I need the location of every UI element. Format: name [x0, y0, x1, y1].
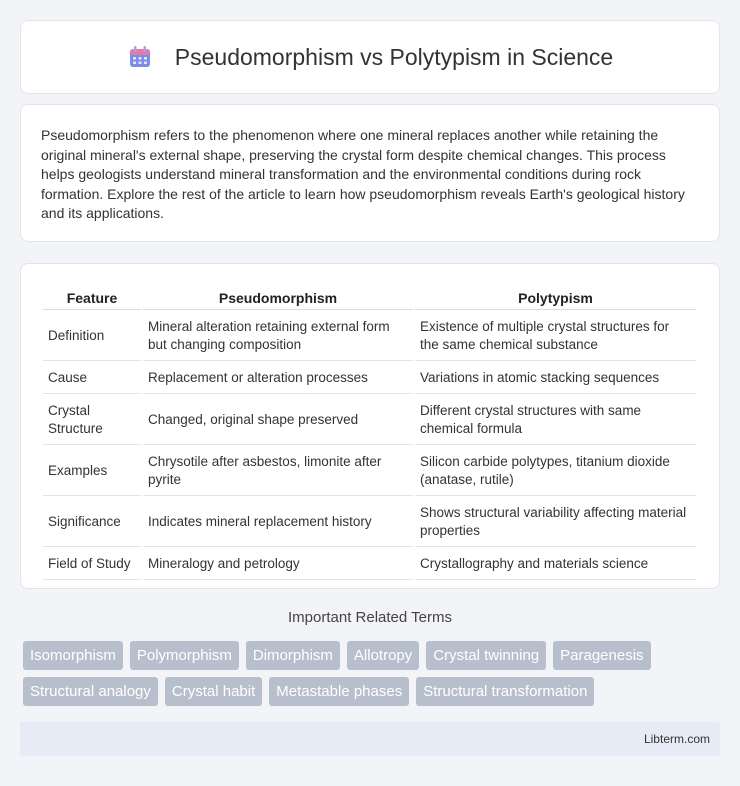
row-polytypism: Different crystal structures with same chemical formula	[415, 396, 696, 445]
related-term-tag[interactable]: Structural analogy	[23, 677, 158, 706]
table-row	[43, 549, 696, 580]
table-row	[43, 363, 696, 394]
row-feature: Field of Study	[43, 549, 141, 580]
page-title: Pseudomorphism vs Polytypism in Science	[174, 43, 614, 70]
row-polytypism: Existence of multiple crystal structures for the same chemical substance	[415, 312, 696, 361]
related-term-tag[interactable]: Metastable phases	[269, 677, 409, 706]
row-pseudomorphism: Changed, original shape preserved	[143, 396, 413, 445]
intro-card	[20, 104, 720, 242]
row-feature: Examples	[43, 447, 141, 496]
table-header-row	[43, 286, 696, 310]
related-term-tag[interactable]: Crystal twinning	[426, 641, 546, 670]
row-feature: Crystal Structure	[43, 396, 141, 445]
row-pseudomorphism: Mineralogy and petrology	[143, 549, 413, 580]
related-term-tag[interactable]: Polymorphism	[130, 641, 239, 670]
row-pseudomorphism: Indicates mineral replacement history	[143, 498, 413, 547]
row-pseudomorphism: Chrysotile after asbestos, limonite after pyrite	[143, 447, 413, 496]
table-row	[43, 312, 696, 361]
row-feature: Definition	[43, 312, 141, 361]
related-term-tag[interactable]: Dimorphism	[246, 641, 340, 670]
related-term-tag[interactable]: Paragenesis	[553, 641, 650, 670]
title-card	[20, 20, 720, 94]
header-polytypism: Polytypism	[415, 286, 696, 310]
footer-site-link[interactable]: Libterm.com	[643, 732, 710, 746]
table-row	[43, 447, 696, 496]
header-feature: Feature	[43, 286, 141, 310]
comparison-table-card	[20, 263, 720, 589]
calendar-icon	[127, 44, 153, 70]
header-pseudomorphism: Pseudomorphism	[143, 286, 413, 310]
comparison-table	[41, 284, 698, 582]
footer	[20, 722, 720, 756]
row-polytypism: Variations in atomic stacking sequences	[415, 363, 696, 394]
row-pseudomorphism: Replacement or alteration processes	[143, 363, 413, 394]
row-polytypism: Crystallography and materials science	[415, 549, 696, 580]
table-row	[43, 498, 696, 547]
table-row	[43, 396, 696, 445]
row-feature: Cause	[43, 363, 141, 394]
intro-paragraph: Pseudomorphism refers to the phenomenon where one mineral replaces another while retaining the original mineral's external shape, preserving the crystal form despite chemical changes. This process helps geologists understand mineral transformation and the environmental conditions during rock formation. Explore the rest of the article to learn how pseudomorphism reveals Earth's geological history and its applications.	[41, 127, 685, 221]
related-term-tag[interactable]: Structural transformation	[416, 677, 594, 706]
related-terms-heading: Important Related Terms	[288, 609, 452, 626]
related-term-tag[interactable]: Crystal habit	[165, 677, 262, 706]
row-pseudomorphism: Mineral alteration retaining external form but changing composition	[143, 312, 413, 361]
related-terms-list	[23, 641, 713, 706]
related-term-tag[interactable]: Isomorphism	[23, 641, 123, 670]
row-polytypism: Silicon carbide polytypes, titanium dioxide (anatase, rutile)	[415, 447, 696, 496]
row-polytypism: Shows structural variability affecting material properties	[415, 498, 696, 547]
related-term-tag[interactable]: Allotropy	[347, 641, 419, 670]
row-feature: Significance	[43, 498, 141, 547]
